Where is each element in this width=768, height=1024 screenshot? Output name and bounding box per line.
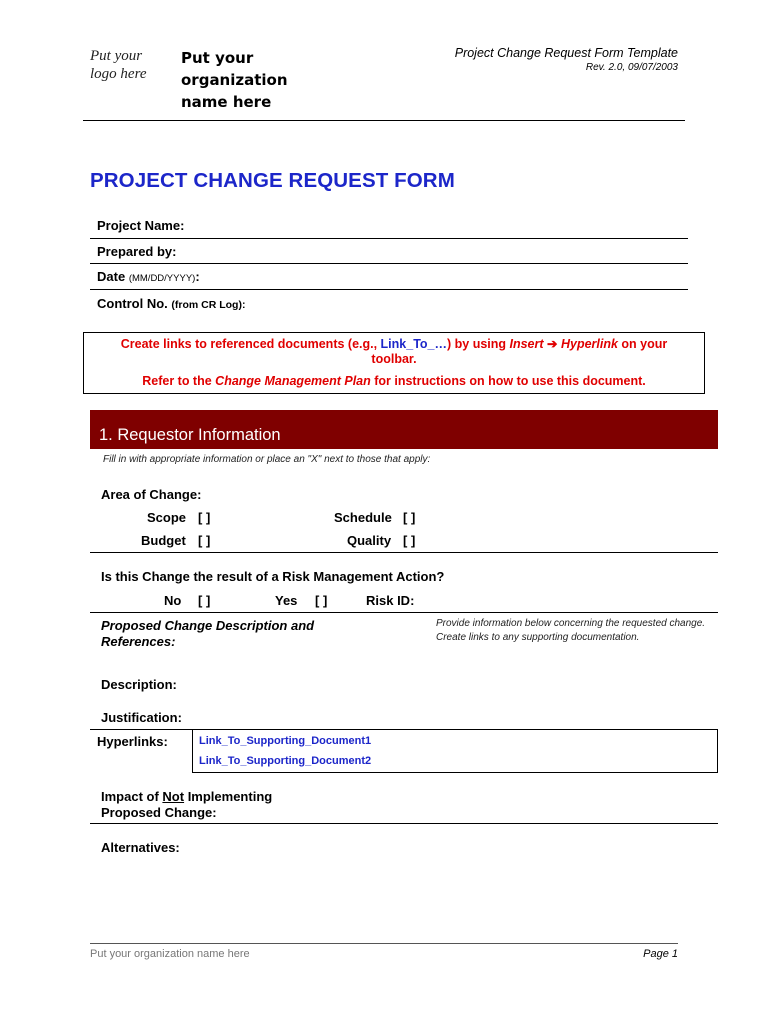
hyperlinks-label: Hyperlinks: — [97, 734, 168, 749]
hyperlinks-box — [192, 729, 718, 773]
footer-divider — [90, 943, 678, 944]
template-revision: Rev. 2.0, 09/07/2003 — [585, 62, 678, 73]
instructions-box — [83, 332, 705, 394]
justification-label: Justification: — [101, 710, 182, 725]
risk-divider — [90, 612, 718, 613]
footer-organization: Put your organization name here — [90, 948, 250, 960]
proposed-change-hint: Provide information below concerning the requested change. Create links to any supporting documentation. — [436, 618, 706, 643]
no-checkbox[interactable]: [ ] — [198, 593, 211, 608]
control-no-label: Control No. (from CR Log): — [97, 296, 246, 311]
yes-checkbox[interactable]: [ ] — [315, 593, 328, 608]
area-of-change-label: Area of Change: — [101, 487, 202, 502]
logo-placeholder: Put your logo here — [90, 48, 147, 82]
scope-label: Scope — [147, 510, 187, 525]
scope-checkbox[interactable]: [ ] — [198, 510, 211, 525]
schedule-label: Schedule — [334, 510, 392, 525]
prepared-by-label: Prepared by: — [97, 244, 177, 259]
risk-question: Is this Change the result of a Risk Management Action? — [101, 569, 445, 584]
hyperlinks-top-rule — [90, 729, 193, 730]
page-title: PROJECT CHANGE REQUEST FORM — [90, 169, 455, 192]
risk-id-label: Risk ID: — [366, 593, 415, 608]
budget-checkbox[interactable]: [ ] — [198, 533, 211, 548]
header-divider — [83, 120, 685, 121]
budget-label: Budget — [141, 533, 186, 548]
date-format: (MM/DD/YYYY) — [128, 273, 196, 284]
area-divider — [90, 552, 718, 553]
organization-name: Put your organization name here — [181, 49, 288, 111]
instructions-line-2: Refer to the Change Management Plan for instructions on how to use this document. — [142, 374, 646, 388]
prepared-by-line[interactable] — [90, 263, 688, 264]
template-title: Project Change Request Form Template — [454, 46, 678, 60]
date-line[interactable] — [90, 289, 688, 290]
section-title: 1. Requestor Information — [99, 426, 281, 444]
quality-label: Quality — [347, 533, 392, 548]
description-label: Description: — [101, 677, 177, 692]
project-name-label: Project Name: — [97, 218, 185, 233]
project-name-line[interactable] — [90, 238, 688, 239]
example-link[interactable]: Link_To_… — [380, 337, 447, 351]
supporting-document-link-1[interactable]: Link_To_Supporting_Document1 — [199, 735, 372, 747]
fill-in-hint: Fill in with appropriate information or place an "X" next to those that apply: — [103, 454, 431, 465]
alternatives-label: Alternatives: — [101, 840, 180, 855]
impact-divider — [90, 823, 718, 824]
yes-label: Yes — [275, 593, 298, 608]
no-label: No — [164, 593, 182, 608]
supporting-document-link-2[interactable]: Link_To_Supporting_Document2 — [199, 755, 372, 767]
control-no-note: (from CR Log): — [171, 299, 246, 311]
arrow-icon: ➔ — [543, 337, 561, 351]
proposed-change-heading: Proposed Change Description and References: — [101, 618, 315, 649]
quality-checkbox[interactable]: [ ] — [403, 533, 416, 548]
impact-label: Impact of Not Implementing Proposed Change: — [101, 789, 273, 820]
instructions-line-1: Create links to referenced documents (e.g., Link_To_…) by using Insert ➔ Hyperlink on your toolbar. — [120, 337, 668, 366]
section-requestor-information — [90, 410, 718, 449]
page-number: Page 1 — [643, 948, 678, 960]
schedule-checkbox[interactable]: [ ] — [403, 510, 416, 525]
date-label: Date (MM/DD/YYYY): — [97, 269, 200, 284]
